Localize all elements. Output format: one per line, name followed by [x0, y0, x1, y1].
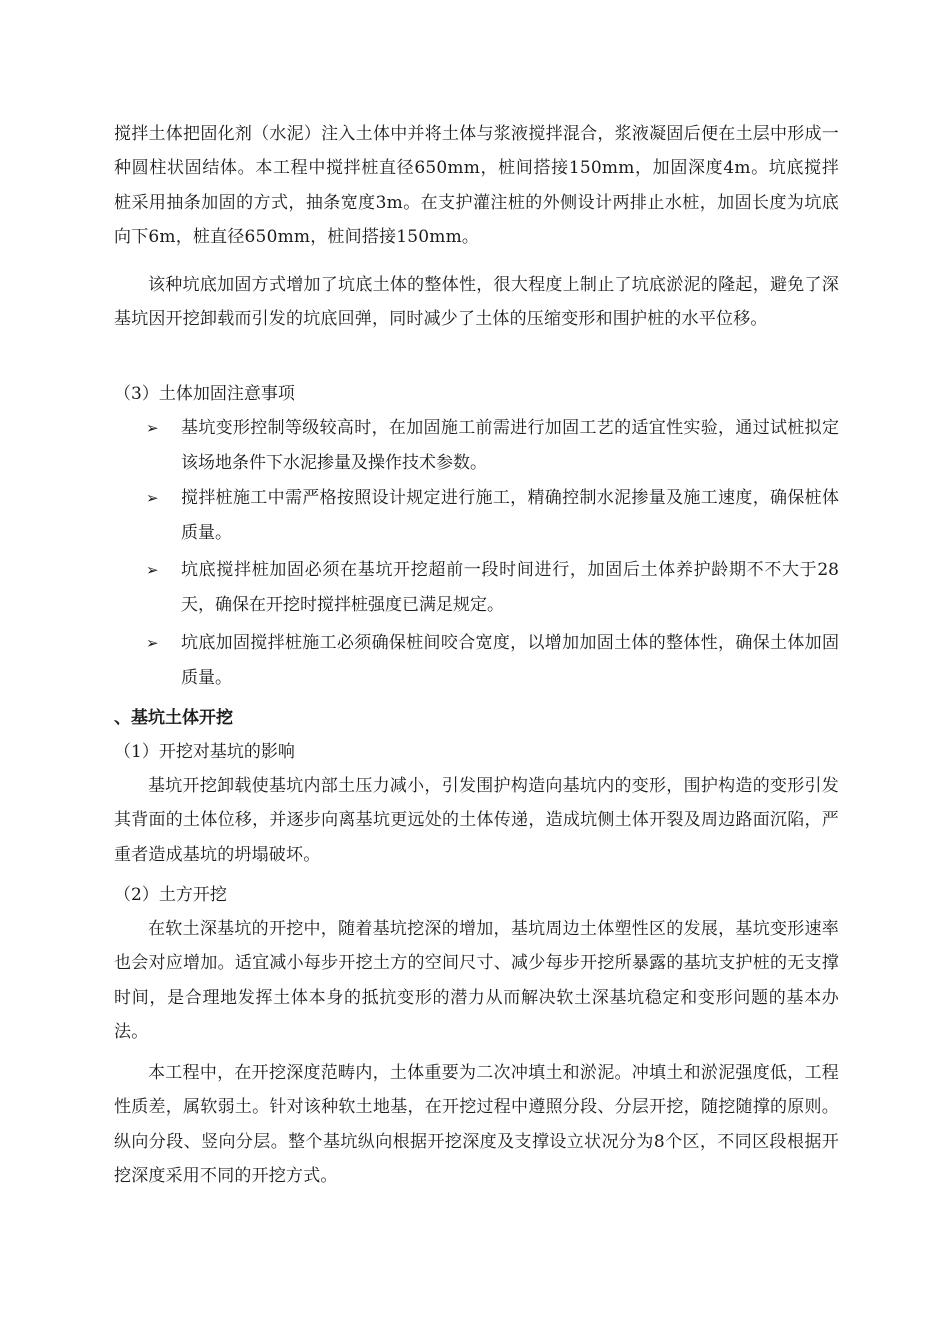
paragraph-project-excavation: [114, 1056, 839, 1194]
bullet-item: [146, 411, 839, 480]
bullet-text: 搅拌桩施工中需严格按照设计规定进行施工，精确控制水泥掺量及施工速度，确保桩体质量。: [181, 488, 839, 543]
paragraph-soft-soil: [114, 912, 839, 1050]
paragraph-mixing-pile: [114, 117, 839, 255]
arrow-bullet-icon: ➢: [146, 419, 159, 437]
subheading-excavation-impact: （1）开挖对基坑的影响: [114, 742, 295, 762]
paragraph-text: 该种坑底加固方式增加了坑底土体的整体性，很大程度上制止了坑底淤泥的隆起，避免了深基坑因开挖卸载而引发的坑底回弹，同时减少了土体的压缩变形和围护桩的水平位移。: [114, 275, 839, 330]
section-heading: 、基坑土体开挖: [114, 708, 233, 728]
bullet-text: 基坑变形控制等级较高时，在加固施工前需进行加固工艺的适宜性实验，通过试桩拟定该场地条件下水泥掺量及操作技术参数。: [181, 418, 839, 473]
paragraph-reinforcement-effect: [114, 268, 839, 337]
arrow-bullet-icon: ➢: [146, 561, 159, 579]
paragraph-text: 在软土深基坑的开挖中，随着基坑挖深的增加，基坑周边土体塑性区的发展，基坑变形速率也会对应增加。适宜减小每步开挖土方的空间尺寸、减少每步开挖所暴露的基坑支护桩的无支撑时间，是合理地发挥土体本身的抵抗变形的潜力从而解决软土深基坑稳定和变形问题的基本办法。: [114, 919, 839, 1043]
paragraph-excavation-impact: [114, 769, 839, 872]
bullet-item: [146, 481, 839, 550]
paragraph-text: 搅拌土体把固化剂（水泥）注入土体中并将土体与浆液搅拌混合，浆液凝固后便在土层中形成一种圆柱状固结体。本工程中搅拌桩直径650mm，桩间搭接150mm，加固深度4m。坑底搅拌桩采用抽条加固的方式，抽条宽度3m。在支护灌注桩的外侧设计两排止水桩，加固长度为坑底向下6m，桩直径650mm，桩间搭接150mm。: [114, 124, 839, 248]
subheading-earthwork: （2）土方开挖: [114, 885, 227, 905]
bullet-text: 坑底加固搅拌桩施工必须确保桩间咬合宽度，以增加加固土体的整体性，确保土体加固质量。: [181, 633, 839, 688]
arrow-bullet-icon: ➢: [146, 489, 159, 507]
paragraph-text: 基坑开挖卸载使基坑内部土压力减小，引发围护构造向基坑内的变形，围护构造的变形引发其背面的土体位移，并逐步向离基坑更远处的土体传递，造成坑侧土体开裂及周边路面沉陷，严重者造成基坑的坍塌破坏。: [114, 776, 839, 865]
subheading-reinforcement-notes: （3）土体加固注意事项: [114, 384, 295, 404]
bullet-text: 坑底搅拌桩加固必须在基坑开挖超前一段时间进行，加固后土体养护龄期不不大于28天，确保在开挖时搅拌桩强度已满足规定。: [181, 560, 839, 615]
arrow-bullet-icon: ➢: [146, 634, 159, 652]
bullet-item: [146, 626, 839, 695]
bullet-item: [146, 553, 839, 622]
paragraph-text: 本工程中，在开挖深度范畴内，土体重要为二次冲填土和淤泥。冲填土和淤泥强度低，工程性质差，属软弱土。针对该种软土地基，在开挖过程中遵照分段、分层开挖，随挖随撑的原则。纵向分段、竖向分层。整个基坑纵向根据开挖深度及支撑设立状况分为8个区，不同区段根据开挖深度采用不同的开挖方式。: [114, 1063, 839, 1187]
